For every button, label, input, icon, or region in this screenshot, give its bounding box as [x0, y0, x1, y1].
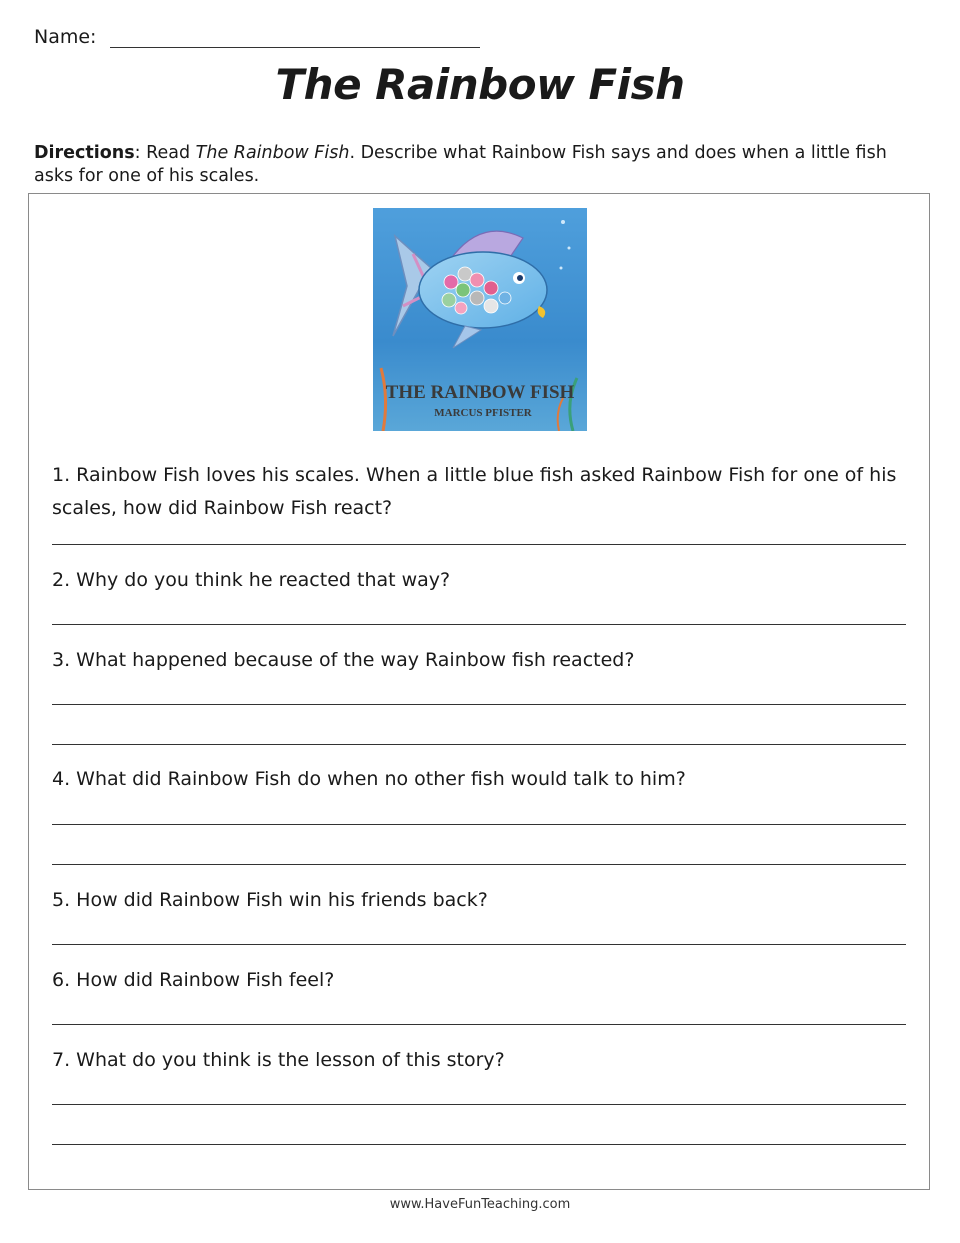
directions: [34, 142, 894, 188]
page-title: The Rainbow Fish: [275, 60, 685, 109]
answer-line[interactable]: [52, 1024, 906, 1025]
directions-book-title: The Rainbow Fish: [195, 143, 350, 163]
answer-line[interactable]: [52, 744, 906, 745]
question-2: 2. Why do you think he reacted that way?: [52, 569, 451, 591]
answer-line[interactable]: [52, 624, 906, 625]
answer-line[interactable]: [52, 944, 906, 945]
name-label: Name:: [34, 26, 97, 48]
answer-line[interactable]: [52, 704, 906, 705]
answer-line[interactable]: [52, 824, 906, 825]
directions-text-after: . Describe what Rainbow Fish says and does when a little fish asks for one of his scales.: [34, 143, 887, 186]
book-cover-title: THE RAINBOW FISH: [385, 382, 575, 403]
question-3: 3. What happened because of the way Rainbow fish reacted?: [52, 649, 635, 671]
book-cover-author: MARCUS PFISTER: [434, 407, 532, 419]
answer-line[interactable]: [52, 864, 906, 865]
answer-line[interactable]: [52, 544, 906, 545]
name-answer-line[interactable]: [110, 47, 480, 48]
directions-text-before: : Read: [134, 143, 196, 163]
question-4: 4. What did Rainbow Fish do when no other fish would talk to him?: [52, 768, 686, 790]
answer-line[interactable]: [52, 1104, 906, 1105]
question-7: 7. What do you think is the lesson of this story?: [52, 1049, 505, 1071]
answer-line[interactable]: [52, 1144, 906, 1145]
question-1: 1. Rainbow Fish loves his scales. When a little blue fish asked Rainbow Fish for one of his scales, how did Rainbow Fish react?: [52, 464, 897, 519]
book-cover-image: [373, 208, 587, 431]
question-5: 5. How did Rainbow Fish win his friends back?: [52, 889, 488, 911]
directions-label: Directions: [34, 143, 135, 163]
footer-website: www.HaveFunTeaching.com: [389, 1197, 571, 1212]
question-6: 6. How did Rainbow Fish feel?: [52, 969, 335, 991]
